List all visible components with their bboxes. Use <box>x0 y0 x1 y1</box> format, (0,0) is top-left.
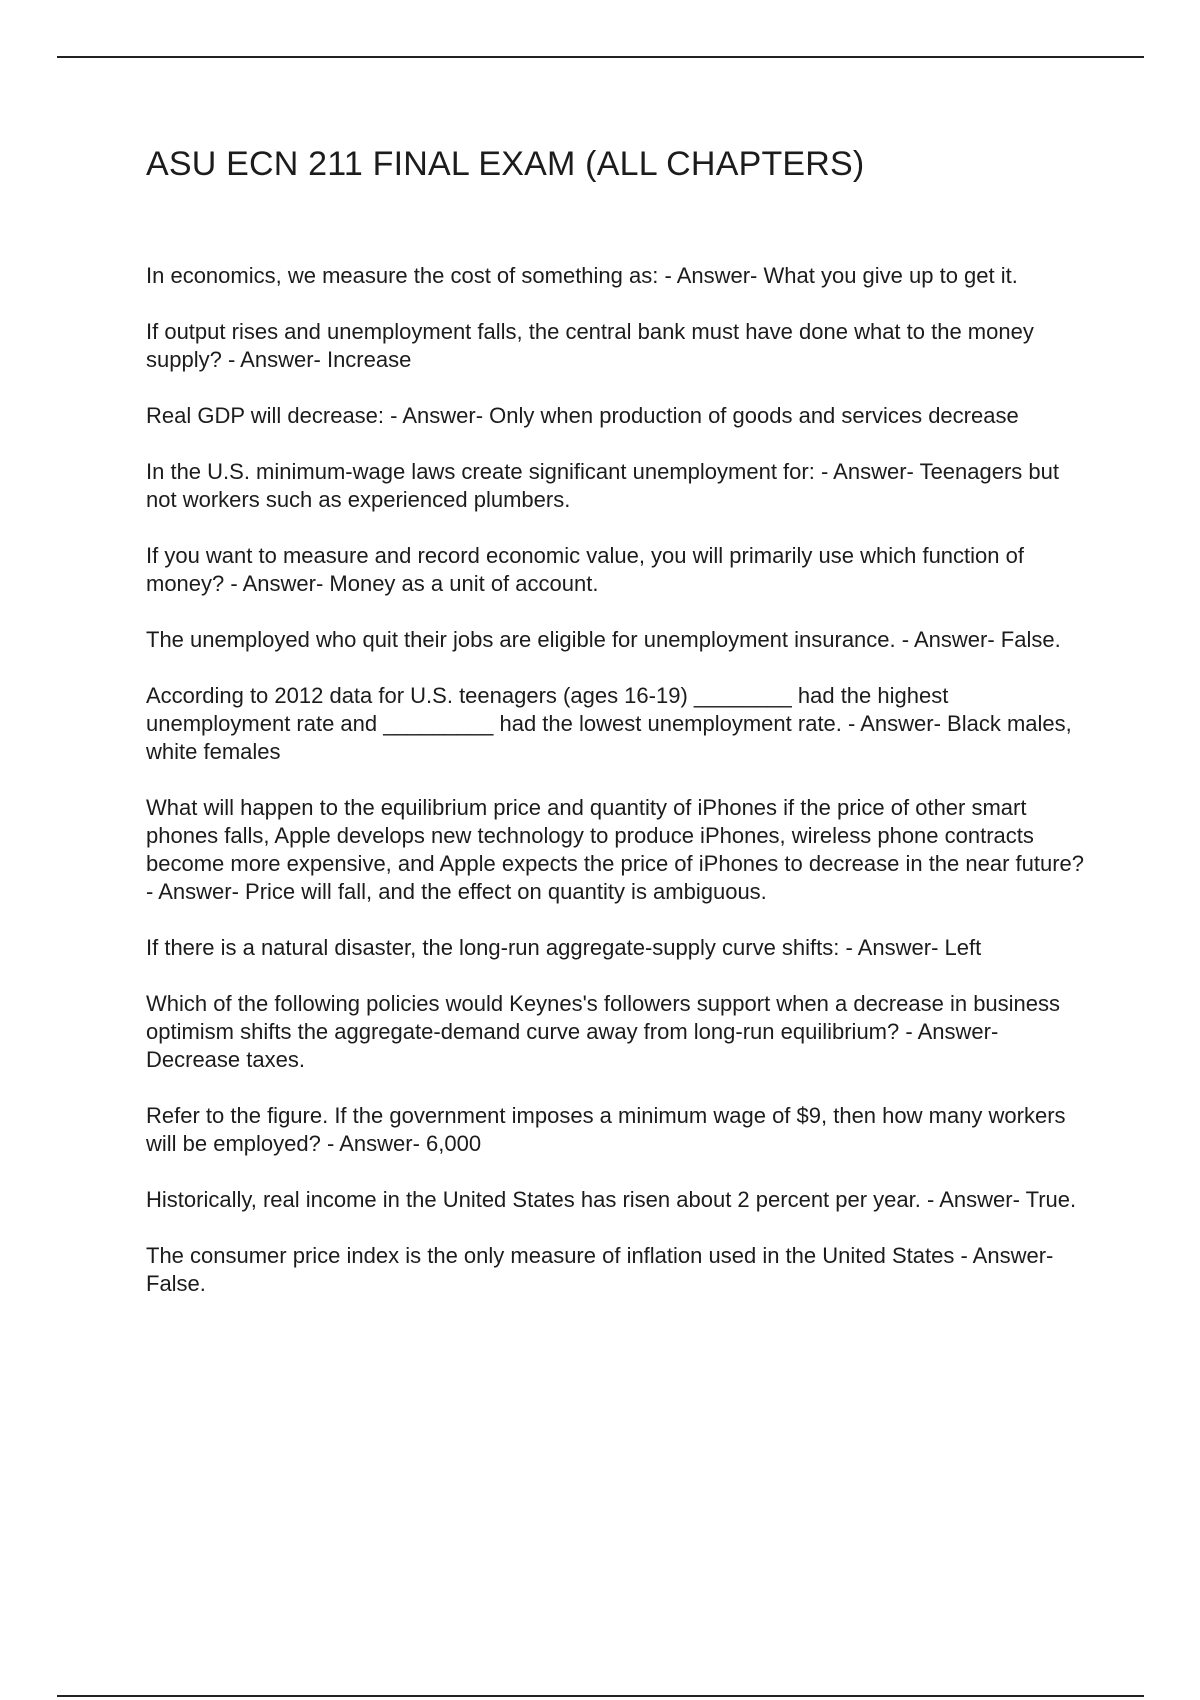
qa-item: Which of the following policies would Keynes's followers support when a decrease in business optimism shifts the aggregate-demand curve away from long-run equilibrium? - Answer- Decrease taxes. <box>146 991 1061 1072</box>
qa-item: Real GDP will decrease: - Answer- Only when production of goods and services decrease <box>146 403 1019 428</box>
qa-item: Historically, real income in the United States has risen about 2 percent per year. - Answer- True. <box>146 1187 1077 1212</box>
qa-item: Refer to the figure. If the government imposes a minimum wage of $9, then how many workers will be employed? - Answer- 6,000 <box>146 1103 1066 1156</box>
bottom-rule <box>57 1695 1144 1697</box>
question-answer-list <box>146 262 1090 1326</box>
qa-item: If there is a natural disaster, the long-run aggregate-supply curve shifts: - Answer- Left <box>146 935 982 960</box>
document-title: ASU ECN 211 FINAL EXAM (ALL CHAPTERS) <box>146 145 865 183</box>
qa-item: If output rises and unemployment falls, the central bank must have done what to the money supply? - Answer- Increase <box>146 319 1034 372</box>
qa-item: What will happen to the equilibrium price and quantity of iPhones if the price of other smart phones falls, Apple develops new technology to produce iPhones, wireless phone contracts become more expensive, and Apple expects the price of iPhones to decrease in the near future? - Answer- Price will fall, and the effect on quantity is ambiguous. <box>146 795 1085 904</box>
qa-item: According to 2012 data for U.S. teenagers (ages 16-19) ________ had the highest unemployment rate and _________ had the lowest unemployment rate. - Answer- Black males, white females <box>146 683 1072 764</box>
qa-item: The unemployed who quit their jobs are eligible for unemployment insurance. - Answer- False. <box>146 627 1061 652</box>
qa-item: The consumer price index is the only measure of inflation used in the United States - Answer- False. <box>146 1243 1054 1296</box>
qa-item: In economics, we measure the cost of something as: - Answer- What you give up to get it. <box>146 263 1018 288</box>
qa-item: If you want to measure and record economic value, you will primarily use which function of money? - Answer- Money as a unit of account. <box>146 543 1024 596</box>
qa-item: In the U.S. minimum-wage laws create significant unemployment for: - Answer- Teenagers but not workers such as experienced plumbers. <box>146 459 1059 512</box>
top-rule <box>57 56 1144 58</box>
